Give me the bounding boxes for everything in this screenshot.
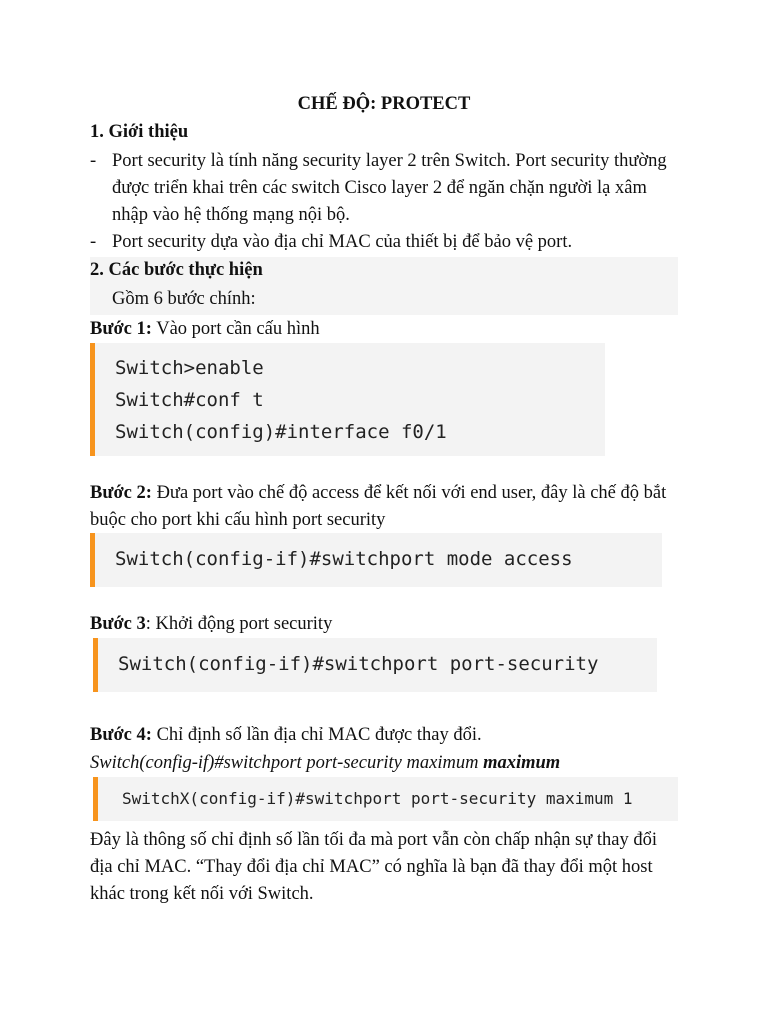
code-block-step-2 [90,533,662,587]
code-line: Switch(config-if)#switchport port-security [118,653,599,675]
step-2-text [90,480,680,534]
syntax-command: Switch(config-if)#switchport port-security maximum [90,753,479,773]
step-4-text [90,722,482,749]
bullet-text: Port security là tính năng security layer 2 trên Switch. Port security thường được triển khai trên các switch Cisco layer 2 để ngăn chặn người lạ xâm nhập vào hệ thống mạng nội bộ. [112,151,667,225]
section-1-heading: 1. Giới thiệu [90,122,189,142]
code-line: SwitchX(config-if)#switchport port-security maximum 1 [122,789,633,808]
code-line: Switch(config-if)#switchport mode access [115,548,573,570]
step-3-text [90,611,332,638]
bullet-text: Port security dựa vào địa chỉ MAC của thiết bị để bảo vệ port. [112,232,573,252]
code-block-step-4 [93,777,678,821]
bullet-item [90,229,670,256]
closing-paragraph: Đây là thông số chỉ định số lần tối đa mà port vẫn còn chấp nhận sự thay đổi địa chỉ MAC. “Thay đổi địa chỉ MAC” có nghĩa là bạn đã thay đổi một host khác trong kết nối với Switch. [90,830,657,904]
section-2-heading: 2. Các bước thực hiện [90,260,263,280]
step-4-syntax [90,750,560,777]
bullet-marker: - [90,151,97,171]
section-2-intro: Gồm 6 bước chính: [112,289,256,309]
code-block-step-3 [93,638,657,692]
step-3-desc: : Khởi động port security [145,614,333,634]
code-line: Switch>enable [115,357,264,379]
step-1-text [90,316,320,343]
step-3-label: Bước 3 [90,614,146,634]
bullet-marker: - [90,232,97,252]
code-block-step-1 [90,343,605,456]
code-line: Switch(config)#interface f0/1 [115,421,447,443]
step-2-desc: Đưa port vào chế độ access để kết nối với end user, đây là chế độ bắt buộc cho port khi cấu hình port security [90,483,667,530]
step-1-desc: Vào port cần cấu hình [151,319,320,339]
step-1-label: Bước 1: [90,319,152,339]
page-title: CHẾ ĐỘ: PROTECT [297,94,471,114]
step-4-desc: Chỉ định số lần địa chỉ MAC được thay đổi. [151,725,482,745]
step-4-label: Bước 4: [90,725,152,745]
syntax-parameter: maximum [483,753,561,773]
bullet-item [90,148,670,229]
step-2-label: Bước 2: [90,483,152,503]
code-line: Switch#conf t [115,389,264,411]
